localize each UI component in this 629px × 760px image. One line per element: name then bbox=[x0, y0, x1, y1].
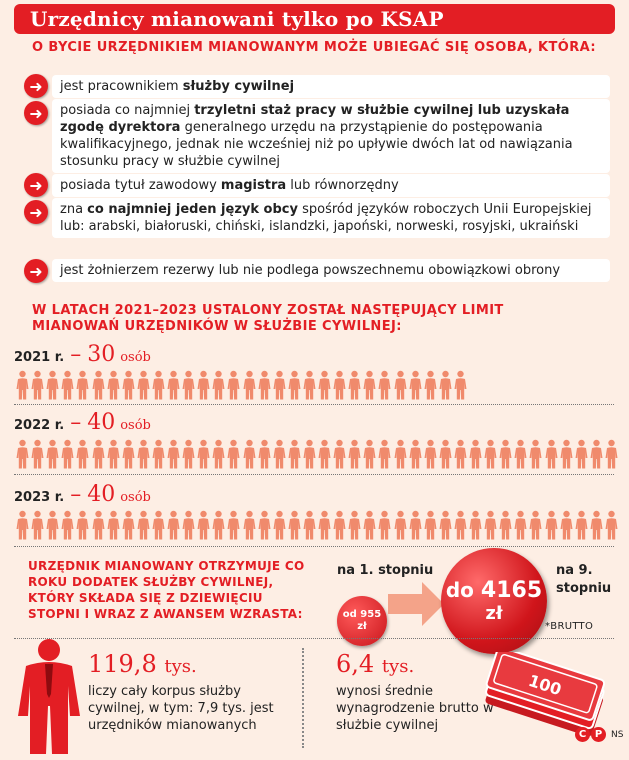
person-icon bbox=[243, 510, 256, 540]
step1-value-badge: od 955 zł bbox=[337, 596, 387, 646]
person-icon bbox=[258, 439, 271, 469]
author-initials: NS bbox=[611, 729, 624, 740]
person-icon bbox=[348, 510, 361, 540]
banknote-icon bbox=[478, 652, 618, 738]
person-icon bbox=[499, 510, 512, 540]
person-icon bbox=[363, 370, 376, 400]
person-icon bbox=[258, 510, 271, 540]
person-icon bbox=[439, 510, 452, 540]
person-icon bbox=[378, 510, 391, 540]
person-icon bbox=[424, 439, 437, 469]
person-icon bbox=[61, 439, 74, 469]
person-icon bbox=[92, 510, 105, 540]
condition-item bbox=[24, 99, 610, 173]
person-icon bbox=[348, 370, 361, 400]
step9-label: na 9. stopniu bbox=[556, 563, 612, 596]
person-icon bbox=[31, 370, 44, 400]
person-icon bbox=[590, 439, 603, 469]
person-icon bbox=[454, 439, 467, 469]
person-icon bbox=[363, 510, 376, 540]
person-icon bbox=[152, 439, 165, 469]
person-icon bbox=[378, 439, 391, 469]
divider bbox=[14, 546, 614, 547]
condition-text: jest żołnierzem rezerwy lub nie podlega powszechnemu obowiązkowi obrony bbox=[52, 259, 610, 282]
person-icon bbox=[529, 510, 542, 540]
person-icon bbox=[484, 510, 497, 540]
arrow-right-icon: ➜ bbox=[24, 74, 48, 98]
condition-item bbox=[24, 257, 610, 283]
person-icon bbox=[394, 370, 407, 400]
person-icon bbox=[560, 510, 573, 540]
divider bbox=[14, 404, 614, 405]
limit-count: 30 bbox=[87, 342, 116, 367]
person-icon bbox=[575, 439, 588, 469]
person-icon bbox=[197, 370, 210, 400]
limit-unit: osób bbox=[120, 490, 151, 505]
limit-row-2022 bbox=[14, 410, 151, 435]
limit-year: 2022 r. bbox=[14, 418, 65, 433]
person-icon bbox=[152, 370, 165, 400]
limit-dash: – bbox=[70, 482, 82, 507]
person-icon bbox=[46, 439, 59, 469]
condition-item bbox=[24, 74, 610, 98]
person-icon bbox=[212, 510, 225, 540]
arrow-right-icon: ➜ bbox=[24, 173, 48, 197]
person-icon bbox=[137, 439, 150, 469]
person-icon bbox=[197, 439, 210, 469]
person-icon bbox=[590, 510, 603, 540]
people-row-2023 bbox=[16, 510, 620, 540]
page-title: Urzędnicy mianowani tylko po KSAP bbox=[14, 4, 615, 34]
person-icon bbox=[92, 439, 105, 469]
limit-count: 40 bbox=[87, 482, 116, 507]
person-icon bbox=[16, 510, 29, 540]
person-icon bbox=[107, 370, 120, 400]
person-icon bbox=[333, 370, 346, 400]
person-icon bbox=[484, 439, 497, 469]
person-icon bbox=[378, 370, 391, 400]
person-icon bbox=[16, 370, 29, 400]
condition-item bbox=[24, 198, 610, 238]
person-icon bbox=[227, 510, 240, 540]
person-icon bbox=[439, 370, 452, 400]
limit-year: 2023 r. bbox=[14, 490, 65, 505]
person-icon bbox=[424, 370, 437, 400]
arrow-right-icon: ➜ bbox=[24, 200, 48, 224]
person-icon bbox=[16, 439, 29, 469]
publisher-icon: P bbox=[591, 727, 606, 742]
limit-row-2023 bbox=[14, 482, 151, 507]
person-icon bbox=[212, 370, 225, 400]
condition-item bbox=[24, 173, 610, 197]
person-icon bbox=[182, 439, 195, 469]
person-icon bbox=[514, 510, 527, 540]
person-icon bbox=[61, 370, 74, 400]
limit-dash: – bbox=[70, 410, 82, 435]
person-icon bbox=[288, 439, 301, 469]
arrow-right-icon: ➜ bbox=[24, 259, 48, 283]
person-icon bbox=[288, 510, 301, 540]
person-icon bbox=[227, 370, 240, 400]
limit-year: 2021 r. bbox=[14, 350, 65, 365]
person-icon bbox=[76, 510, 89, 540]
person-icon bbox=[605, 439, 618, 469]
divider bbox=[14, 474, 614, 475]
person-icon bbox=[152, 510, 165, 540]
person-icon bbox=[424, 510, 437, 540]
people-row-2021 bbox=[16, 370, 620, 400]
person-icon bbox=[318, 370, 331, 400]
person-icon bbox=[560, 439, 573, 469]
person-icon bbox=[409, 510, 422, 540]
person-icon bbox=[167, 370, 180, 400]
people-row-2022 bbox=[16, 439, 620, 469]
person-icon bbox=[182, 370, 195, 400]
copyright-credits bbox=[575, 727, 623, 742]
person-icon bbox=[31, 439, 44, 469]
person-icon bbox=[333, 439, 346, 469]
person-icon bbox=[243, 439, 256, 469]
person-icon bbox=[303, 439, 316, 469]
person-icon bbox=[137, 510, 150, 540]
salary-description: wynosi średnie wynagrodzenie brutto w służbie cywilnej bbox=[336, 684, 494, 733]
person-icon bbox=[288, 370, 301, 400]
condition-text: posiada tytuł zawodowy magistra lub równorzędny bbox=[52, 174, 610, 197]
conditions-header: O BYCIE URZĘDNIKIEM MIANOWANYM MOŻE UBIEGAĆ SIĘ OSOBA, KTÓRA: bbox=[32, 40, 596, 55]
person-icon bbox=[197, 510, 210, 540]
person-icon bbox=[575, 510, 588, 540]
person-icon bbox=[499, 439, 512, 469]
person-icon bbox=[31, 510, 44, 540]
limits-header: W LATACH 2021–2023 USTALONY ZOSTAŁ NASTĘPUJĄCY LIMIT MIANOWAŃ URZĘDNIKÓW W SŁUŻBIE CYWILNEJ: bbox=[32, 303, 504, 334]
person-icon bbox=[469, 510, 482, 540]
person-icon bbox=[454, 510, 467, 540]
person-icon bbox=[545, 439, 558, 469]
person-icon bbox=[545, 510, 558, 540]
step9-currency: zł bbox=[485, 602, 503, 624]
person-icon bbox=[46, 510, 59, 540]
condition-text: jest pracownikiem służby cywilnej bbox=[52, 75, 610, 98]
banknote-label: 100 bbox=[526, 670, 564, 700]
limit-dash: – bbox=[70, 342, 82, 367]
brutto-footnote: *BRUTTO bbox=[545, 621, 594, 632]
official-person-icon bbox=[14, 636, 84, 756]
condition-text: zna co najmniej jeden język obcy spośród języków roboczych Unii Europejskiej lub: arabski, białoruski, chiński, islandzki, japoński, norweski, rosyjski, ukraiński bbox=[52, 198, 610, 238]
person-icon bbox=[107, 510, 120, 540]
person-icon bbox=[469, 439, 482, 469]
person-icon bbox=[167, 439, 180, 469]
person-icon bbox=[76, 439, 89, 469]
divider bbox=[14, 638, 614, 639]
person-icon bbox=[182, 510, 195, 540]
person-icon bbox=[122, 439, 135, 469]
person-icon bbox=[409, 370, 422, 400]
person-icon bbox=[273, 370, 286, 400]
step1-label: na 1. stopniu bbox=[337, 563, 434, 578]
person-icon bbox=[363, 439, 376, 469]
person-icon bbox=[137, 370, 150, 400]
person-icon bbox=[167, 510, 180, 540]
corps-size-description: liczy cały korpus służby cywilnej, w tym: 7,9 tys. jest urzędników mianowanych bbox=[88, 684, 274, 733]
increase-arrow-icon bbox=[388, 580, 444, 628]
person-icon bbox=[529, 439, 542, 469]
person-icon bbox=[61, 510, 74, 540]
person-icon bbox=[212, 439, 225, 469]
person-icon bbox=[454, 370, 467, 400]
person-icon bbox=[258, 370, 271, 400]
copyright-icon: C bbox=[575, 727, 590, 742]
person-icon bbox=[605, 510, 618, 540]
person-icon bbox=[92, 370, 105, 400]
person-icon bbox=[273, 510, 286, 540]
person-icon bbox=[122, 370, 135, 400]
vertical-divider bbox=[302, 648, 304, 748]
person-icon bbox=[107, 439, 120, 469]
person-icon bbox=[303, 370, 316, 400]
person-icon bbox=[227, 439, 240, 469]
person-icon bbox=[318, 439, 331, 469]
step9-prefix: do bbox=[445, 577, 474, 602]
person-icon bbox=[409, 439, 422, 469]
bonus-description: URZĘDNIK MIANOWANY OTRZYMUJE CO ROKU DODATEK SŁUŻBY CYWILNEJ, KTÓRY SKŁADA SIĘ Z DZIEWIĘCIU STOPNI I WRAZ Z AWANSEM WZRASTA: bbox=[28, 559, 305, 621]
person-icon bbox=[303, 510, 316, 540]
person-icon bbox=[318, 510, 331, 540]
person-icon bbox=[333, 510, 346, 540]
person-icon bbox=[122, 510, 135, 540]
corps-size-value: 119,8 tys. bbox=[88, 650, 197, 678]
person-icon bbox=[348, 439, 361, 469]
arrow-right-icon: ➜ bbox=[24, 101, 48, 125]
person-icon bbox=[439, 439, 452, 469]
person-icon bbox=[46, 370, 59, 400]
person-icon bbox=[76, 370, 89, 400]
limit-row-2021 bbox=[14, 342, 151, 367]
limit-unit: osób bbox=[120, 418, 151, 433]
limit-count: 40 bbox=[87, 410, 116, 435]
salary-value: 6,4 tys. bbox=[336, 650, 415, 678]
step9-amount: 4165 bbox=[480, 577, 543, 603]
person-icon bbox=[394, 439, 407, 469]
condition-text: posiada co najmniej trzyletni staż pracy w służbie cywilnej lub uzyskała zgodę dyrektora generalnego urzędu na przystąpienie do postępowania kwalifikacyjnego, jednak nie wcześniej niż po upływie dwóch lat od nawiązania stosunku pracy w służbie cywilnej bbox=[52, 99, 610, 173]
person-icon bbox=[394, 510, 407, 540]
person-icon bbox=[243, 370, 256, 400]
person-icon bbox=[514, 439, 527, 469]
person-icon bbox=[273, 439, 286, 469]
limit-unit: osób bbox=[120, 350, 151, 365]
